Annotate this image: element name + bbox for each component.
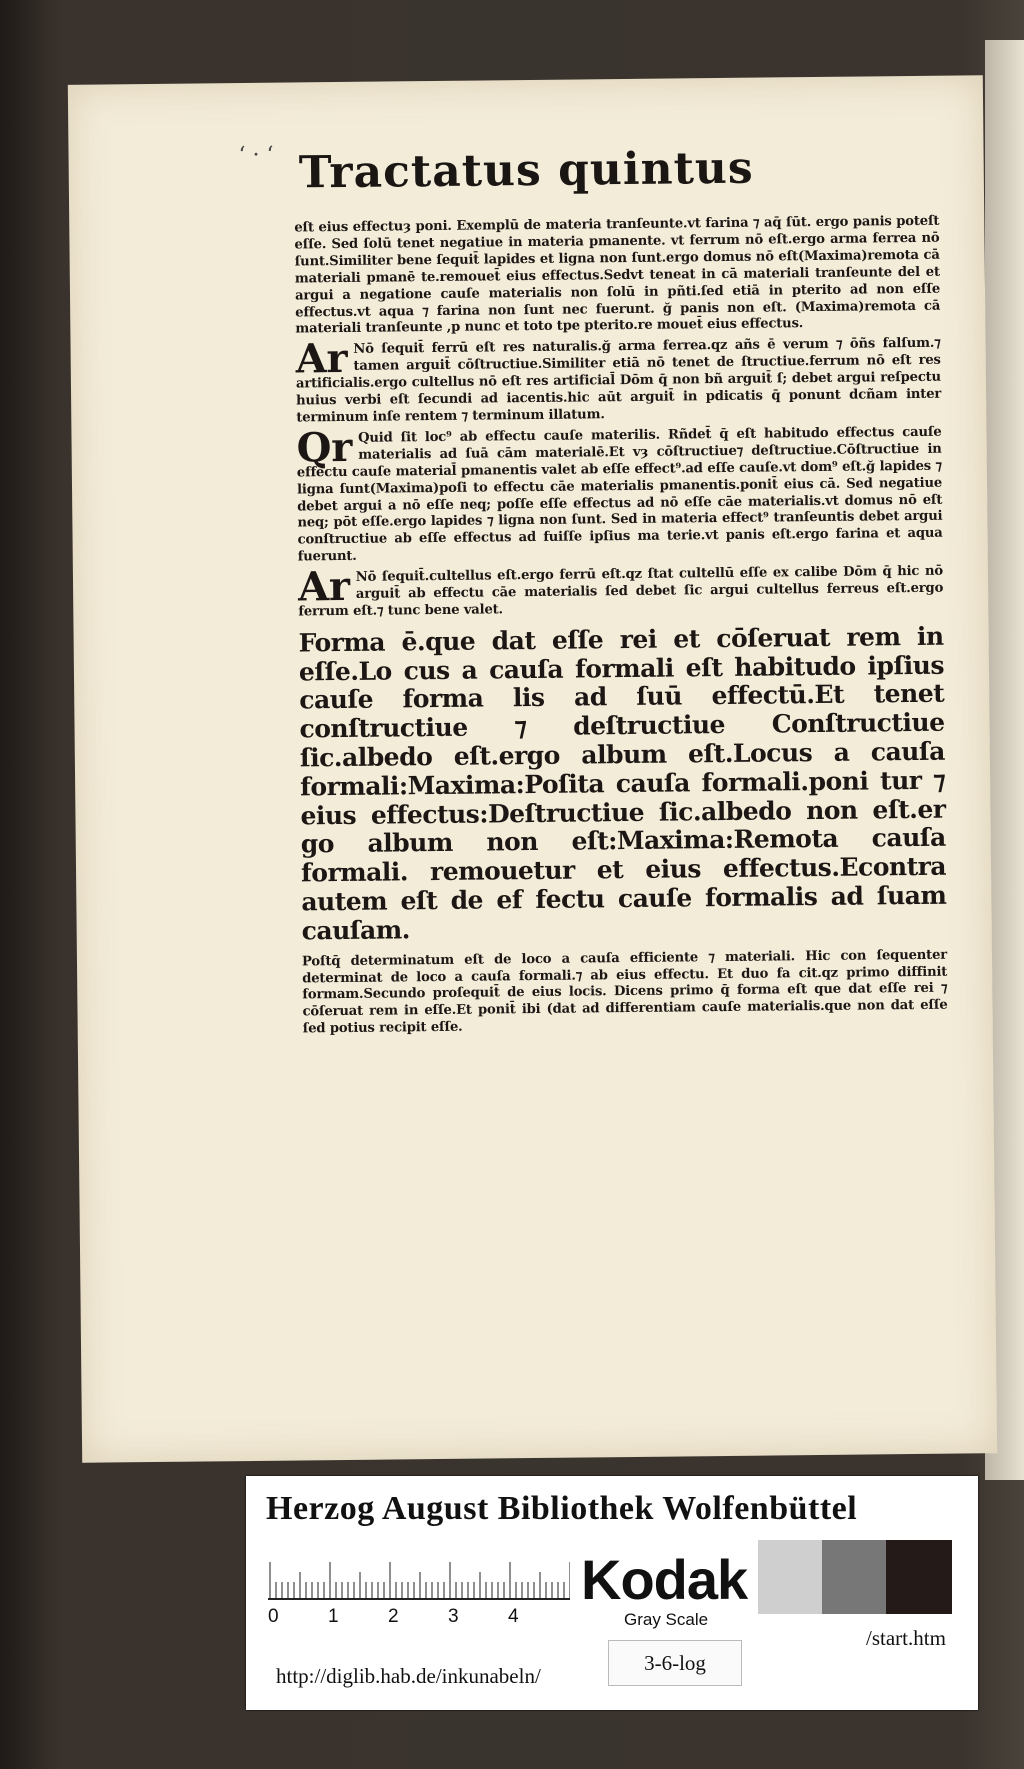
main-text-large-type xyxy=(299,623,947,947)
running-head: Tractatus quintus xyxy=(298,142,754,199)
ruler-number: 3 xyxy=(448,1606,459,1627)
kodak-logo: Kodak xyxy=(581,1548,748,1611)
paragraph-2-text: Nō ſequit̄ ferrū eſt res naturalis.ğ arma ferrea.qz añs ē verum ⁊ ōñs falſum.⁊ tamen arguit̄ cōſtructiue.Similiter etiā nō tenet de ſtructiue.ferrum nō eſt res artificialis.ergo cultellus nō eſt res artificial̄ Dōm q̄ non bñ arguit̄ ſ; debet argui reſpectu huius verbi eſt ſecundi ad iacentis.hic aūt arguit̄ in pdicatis q̄ ponunt dcñam inter terminum inſe rentem ⁊ terminum illatum. xyxy=(295,336,942,426)
gray-scale-label: Gray Scale xyxy=(624,1610,709,1629)
archive-label-card xyxy=(246,1476,978,1710)
text-block xyxy=(294,214,948,1039)
paragraph-2 xyxy=(296,336,942,427)
gray-swatch-mid xyxy=(822,1540,886,1614)
paragraph-large: Forma ē.que dat eſſe rei et cōſeruat rem in eſſe.Lo cus a cauſa formali eſt habitudo ipſius cauſe forma lis ad ſuū effectū.Et tenet conſtructiue ⁊ deſtructiue Conſtructiue ſic.albedo eſt.ergo album eſt.Locus a cauſa formali:Maxima:Poſita cauſa formali.poni tur ⁊ eius effectus:Deſtructiue ſic.albedo non eſt.er go album non eſt:Maxima:Remota cauſa formali. remouetur et eius effectus.Econtra autem eſt de ef fectu cauſe formalis ad ſuam cauſam. xyxy=(298,621,947,946)
page-mark: ‘ · ‘ xyxy=(238,142,274,169)
book-page xyxy=(68,75,997,1463)
initial-letter: Ar xyxy=(297,563,351,611)
url-suffix: /start.htm xyxy=(866,1626,946,1650)
ruler-number: 2 xyxy=(388,1606,399,1627)
paragraph-1: eſt eius effectuȝ poni. Exemplū de materia tranſeunte.vt farina ⁊ aq̄ ſūt. ergo panis poteſt eſſe. Sed ſolū tenet negatiue in materia pmanente. vt ferrum nō eſt.ergo arma ferrea nō ſunt.Similiter bene ſequit̄ lapides et ligna non ſunt.ergo domus nō eſt(Maxima)remota cā materiali pmanē te.remouet̄ eius effectus.Sedvt teneat in cā materiali tranſeunte del et argui a negatione cauſe materialis non ſolū in pñti.ſed etiā in pterito ad non eſſe effectus.vt aqua ⁊ farina non ſunt nec fuerunt. ğ panis non eſt. (Maxima)remota cā materiali tranſeunte ,p nunc et toto tpe pterito.re mouet̄ eius effectus. xyxy=(294,213,941,337)
ruler-numbers xyxy=(268,1606,588,1630)
gray-swatch-light xyxy=(758,1540,822,1614)
ruler-ticks xyxy=(268,1560,570,1598)
url-base: http://diglib.hab.de/inkunabeln/ xyxy=(276,1664,541,1688)
paragraph-comment: Poſtq̄ determinatum eſt de loco a cauſa efficiente ⁊ materiali. Hic con ſequenter determinat de loco a cauſa formali.⁊ ab eius effectu. Et duo fa cit.qz primo diffinit formam.Secundo proſequit̄ de eius locis. Dicens primo q̄ forma eſt que dat eſſe rei ⁊ cōſeruat rem in eſſe.Et ponit̄ ibi (dat ad differentiam cauſe materialis.que non dat eſſe ſed potius recipit eſſe. xyxy=(301,947,948,1037)
paragraph-4 xyxy=(298,564,943,621)
shelfmark-box: 3-6-log xyxy=(608,1640,742,1686)
library-name: Herzog August Bibliothek Wolfenbüttel xyxy=(266,1490,858,1527)
ruler-number: 1 xyxy=(328,1606,339,1627)
initial-letter: Ar xyxy=(295,335,348,383)
paragraph-3 xyxy=(296,425,942,567)
paragraph-3-text: Quid ſit loc⁹ ab effectu cauſe materilis. Rñdet̄ q̄ eſt habitudo effectus cauſe materialis ad ſuā cām materialē.Et vȝ cōſtructiue⁊ deſtructiue.Cōſtructiue in effectu cauſe material̄ pmanentis valet ab eſſe effect⁹.ad eſſe cauſe.vt dom⁹ eſt.ğ lapides ⁊ ligna ſunt(Maxima)poſi to effectu cāe materialis pmanentis.ponit̄ eius cā. Sed negatiue debet argui a nō eſſe neq; poſſe eſſe effectus ad nō eſſe cāe materialis.vt domus nō eſt neq; pōt eſſe.ergo lapides ⁊ ligna non ſunt. Sed in materia effect⁹ tranſeuntis debet argui conſtructiue ab eſſe effectus ad fuiſſe ipſius ma terie.vt panis eſt.ergo farina et aqua fuerunt. xyxy=(296,424,943,565)
commentary-small-type xyxy=(294,214,943,622)
initial-letter: Qr xyxy=(296,423,353,472)
ruler-number: 0 xyxy=(268,1606,279,1627)
scale-ruler xyxy=(268,1560,570,1600)
gray-swatch-dark xyxy=(886,1540,952,1614)
ruler-number: 4 xyxy=(508,1606,519,1627)
commentary-final xyxy=(302,947,948,1038)
paragraph-4-text: Nō ſequit̄.cultellus eſt.ergo ferrū eſt.qz ſtat cultellū eſſe ex calibe Dōm q̄ hic nō arguit̄ ab effectu cāe materialis ſed debet ſic argui cultellus ferreus eſt.ergo ferrum eſt.⁊ tunc bene valet. xyxy=(298,563,944,620)
